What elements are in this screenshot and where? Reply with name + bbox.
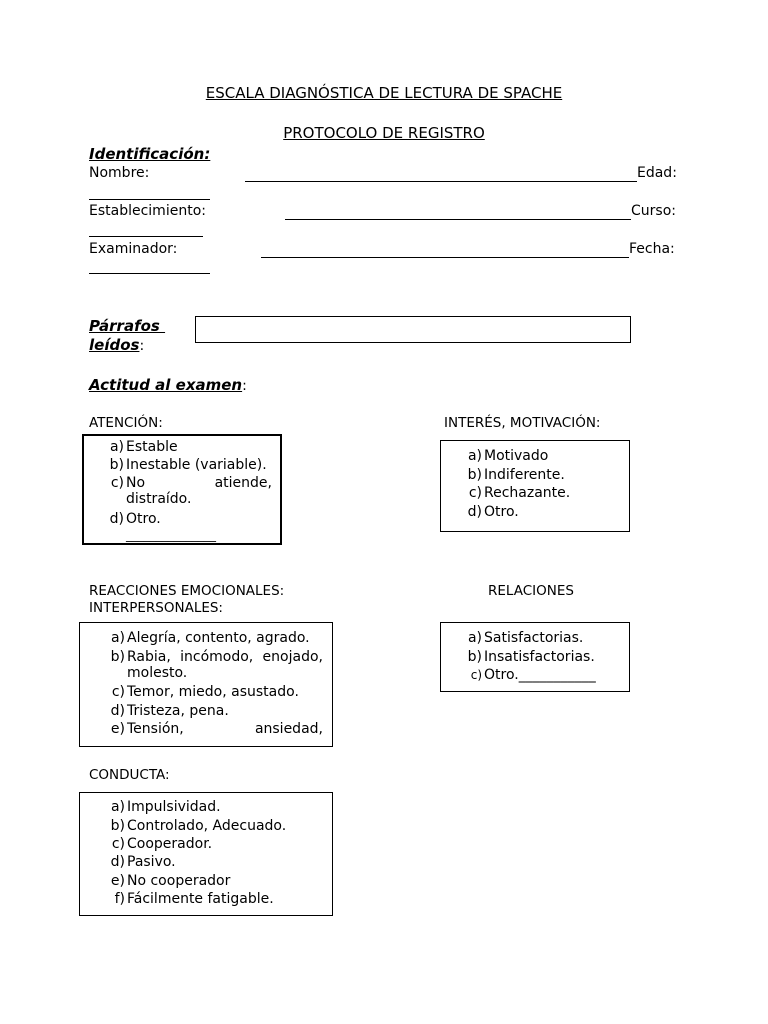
nombre-field[interactable] — [245, 181, 637, 182]
atencion-option-d[interactable]: d) Otro. _______________ — [109, 511, 216, 542]
relaciones-box: a) Satisfactorias. b) Insatisfactorias. c) Otro.___________ — [440, 622, 630, 692]
fecha-label: Fecha: — [629, 241, 675, 257]
interpersonales-label: INTERPERSONALES: — [89, 600, 223, 616]
reacciones-label: REACCIONES EMOCIONALES: — [89, 583, 285, 599]
document-subtitle: PROTOCOLO DE REGISTRO — [283, 124, 485, 142]
fecha-field[interactable] — [89, 273, 210, 274]
parrafos-label-line1: Párrafos — [89, 317, 166, 335]
actitud-heading-wrap — [89, 376, 247, 394]
interes-box: a) Motivado b) Indiferente. c) Rechazante. d) Otro. — [440, 440, 630, 532]
edad-field[interactable] — [89, 199, 210, 200]
edad-label: Edad: — [637, 165, 677, 181]
curso-label: Curso: — [631, 203, 676, 219]
establecimiento-label: Establecimiento: — [89, 203, 206, 219]
document-title: ESCALA DIAGNÓSTICA DE LECTURA DE SPACHE — [205, 84, 563, 102]
relaciones-label: RELACIONES — [488, 583, 574, 599]
parrafos-label-line2: leídos — [89, 336, 140, 354]
identificacion-heading: Identificación: — [89, 145, 211, 163]
atencion-label: ATENCIÓN: — [89, 415, 163, 431]
atencion-option-c[interactable]: c) No atiende, distraído. — [110, 475, 272, 507]
examinador-field[interactable] — [261, 257, 629, 258]
atencion-box: a) Estable b) Inestable (variable). c) No atiende, distraído. d) Otro. _______________ — [82, 434, 282, 545]
interes-label: INTERÉS, MOTIVACIÓN: — [444, 415, 601, 431]
examinador-label: Examinador: — [89, 241, 178, 257]
parrafos-label-line2-wrap — [89, 336, 144, 354]
reacciones-box: a) Alegría, contento, agrado. b) Rabia, incómodo, enojado, molesto. c) Temor, miedo, asustado. d) Tristeza, pena. e) Tensión, ansiedad, — [79, 622, 333, 747]
nombre-label: Nombre: — [89, 165, 150, 181]
actitud-colon: : — [242, 378, 247, 394]
conducta-label: CONDUCTA: — [89, 767, 170, 783]
actitud-heading: Actitud al examen — [89, 376, 243, 394]
conducta-box: a) Impulsividad. b) Controlado, Adecuado. c) Cooperador. d) Pasivo. e) No cooperador f) Fácilmente fatigable. — [79, 792, 333, 916]
reacciones-option-b[interactable]: b) Rabia, incómodo, enojado, molesto. — [110, 649, 323, 681]
curso-field[interactable] — [89, 236, 203, 237]
establecimiento-field[interactable] — [285, 219, 631, 220]
parrafos-leidos-input[interactable] — [195, 316, 631, 343]
parrafos-colon: : — [139, 338, 145, 354]
